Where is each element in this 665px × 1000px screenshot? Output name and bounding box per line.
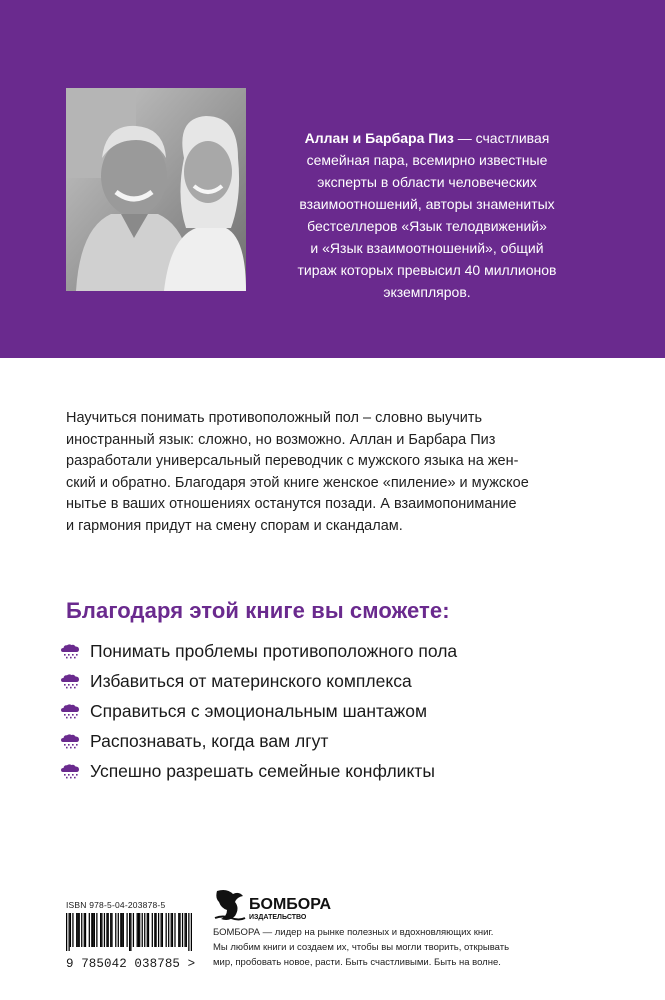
bio-line: экземпляров. xyxy=(383,284,471,300)
barcode-bar xyxy=(66,913,67,951)
barcode-bar xyxy=(162,913,163,947)
author-names: Аллан и Барбара Пиз xyxy=(304,130,454,146)
list-item xyxy=(60,756,457,786)
barcode-bar xyxy=(174,913,175,947)
bio-line: — счастливая xyxy=(453,130,550,146)
barcode-bar xyxy=(129,913,130,951)
list-item xyxy=(60,666,457,696)
list-item xyxy=(60,696,457,726)
benefits-heading: Благодаря этой книге вы сможете: xyxy=(66,598,450,623)
benefits-list xyxy=(60,636,457,786)
barcode-bar xyxy=(77,913,78,947)
barcode xyxy=(66,913,194,951)
barcode-bar xyxy=(111,913,112,947)
barcode-bar xyxy=(139,913,140,947)
bio-line: тираж которых превысил 40 миллионов xyxy=(297,262,557,278)
barcode-bar xyxy=(79,913,80,947)
barcode-bar xyxy=(108,913,109,947)
description-line: иностранный язык: сложно, но возможно. Аллан и Барбара Пиз xyxy=(66,431,496,448)
barcode-bar xyxy=(155,913,156,947)
barcode-bar xyxy=(104,913,105,947)
barcode-bar xyxy=(101,913,102,947)
description-line: разработали универсальный переводчик с мужского языка на жен- xyxy=(66,453,519,469)
barcode-bar xyxy=(76,913,77,947)
barcode-bar xyxy=(123,913,124,947)
barcode-bar xyxy=(154,913,155,947)
bio-line: бестселлеров «Язык телодвижений» xyxy=(307,218,547,234)
authors-photo xyxy=(66,88,246,291)
barcode-bar xyxy=(85,913,86,947)
benefit-text: Избавиться от материнского комплекса xyxy=(90,670,412,691)
barcode-bar xyxy=(91,913,92,947)
bio-line: взаимоотношений, авторы знаменитых xyxy=(299,196,555,212)
barcode-bar xyxy=(171,913,172,947)
barcode-bar xyxy=(186,913,187,947)
barcode-bar xyxy=(130,913,131,951)
bio-line: эксперты в области человеческих xyxy=(317,174,537,190)
barcode-bar xyxy=(126,913,127,947)
barcode-bar xyxy=(115,913,116,947)
barcode-bar xyxy=(188,913,189,951)
bombora-bird-logo xyxy=(213,888,343,924)
description-line: Научиться понимать противоположный пол – словно выучить xyxy=(66,410,483,426)
barcode-bar xyxy=(161,913,162,947)
publisher-blurb xyxy=(213,925,523,970)
benefit-text: Понимать проблемы противоположного пола xyxy=(90,640,458,661)
list-item xyxy=(60,726,457,756)
barcode-bar xyxy=(133,913,134,947)
description-line: нытье в ваших отношениях останутся позади. А взаимопонимание xyxy=(66,496,517,512)
barcode-bar xyxy=(178,913,179,947)
barcode-bar xyxy=(100,913,101,947)
description-line: ский и обратно. Благодаря этой книге женское «пиление» и мужское xyxy=(66,474,529,491)
barcode-bar xyxy=(148,913,149,947)
barcode-bar xyxy=(168,913,169,947)
publisher-line: БОМБОРА — лидер на рынке полезных и вдохновляющих книг. xyxy=(213,927,494,938)
publisher-logo-name: БОМБОРА xyxy=(249,896,332,913)
publisher-line: Мы любим книги и создаем их, чтобы вы могли творить, открывать xyxy=(213,942,510,953)
barcode-bar xyxy=(92,913,93,947)
barcode-bar xyxy=(142,913,143,947)
description-line: и гармония придут на смену спорам и скандалам. xyxy=(66,517,403,534)
barcode-bar xyxy=(120,913,121,947)
isbn-label: ISBN 978-5-04-203878-5 xyxy=(66,900,166,910)
barcode-bar xyxy=(89,913,90,947)
barcode-bar xyxy=(96,913,97,947)
benefit-text: Распознавать, когда вам лгут xyxy=(90,730,329,751)
barcode-bar xyxy=(182,913,183,947)
barcode-bar xyxy=(84,913,85,947)
barcode-bar xyxy=(137,913,138,947)
list-item xyxy=(60,636,457,666)
barcode-bar xyxy=(81,913,82,947)
rain-cloud-icon xyxy=(60,643,80,659)
rain-cloud-icon xyxy=(60,763,80,779)
barcode-digits: 9 785042 038785 > xyxy=(66,957,196,971)
barcode-bar xyxy=(152,913,153,947)
barcode-bar xyxy=(191,913,192,951)
barcode-bar xyxy=(138,913,139,947)
barcode-bar xyxy=(147,913,148,947)
barcode-bar xyxy=(118,913,119,947)
publisher-line: мир, пробовать новое, расти. Быть счастливыми. Быть на волне. xyxy=(213,957,501,968)
rain-cloud-icon xyxy=(60,703,80,719)
barcode-bar xyxy=(121,913,122,947)
bio-line: семейная пара, всемирно известные xyxy=(306,152,548,168)
rain-cloud-icon xyxy=(60,673,80,689)
book-description xyxy=(66,408,601,537)
publisher-logo-sub: ИЗДАТЕЛЬСТВО xyxy=(249,914,307,921)
barcode-bar xyxy=(70,913,71,947)
barcode-bar xyxy=(69,913,70,951)
barcode-bar xyxy=(166,913,167,947)
barcode-bar xyxy=(184,913,185,947)
barcode-bar xyxy=(94,913,95,947)
barcode-bar xyxy=(72,913,73,947)
author-bio xyxy=(262,127,592,303)
barcode-bar xyxy=(144,913,145,947)
rain-cloud-icon xyxy=(60,733,80,749)
barcode-bar xyxy=(106,913,107,947)
benefit-text: Успешно разрешать семейные конфликты xyxy=(90,760,435,781)
benefit-text: Справиться с эмоциональным шантажом xyxy=(90,700,428,721)
barcode-bar xyxy=(179,913,180,947)
barcode-bar xyxy=(110,913,111,947)
barcode-block xyxy=(66,900,196,971)
barcode-bar xyxy=(158,913,159,947)
barcode-bar xyxy=(172,913,173,947)
bio-line: и «Язык взаимоотношений», общий xyxy=(310,240,544,256)
